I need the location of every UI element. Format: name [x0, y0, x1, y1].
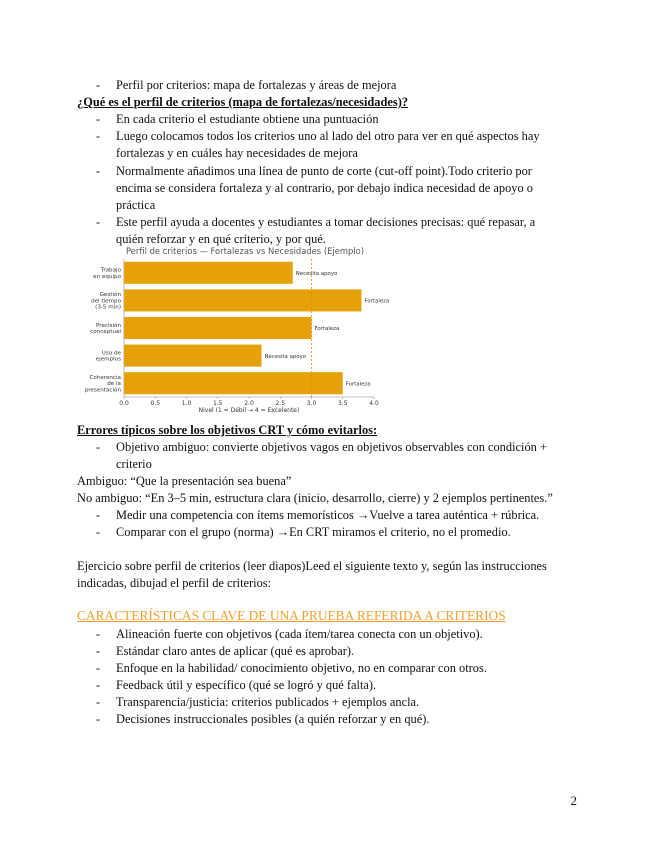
x-tick-label: 2.5	[275, 400, 286, 407]
section1-bullet-3-line2: encima se considera fortaleza y al contrario, por debajo indica necesidad de apoyo o	[116, 181, 533, 195]
chart-title: Perfil de criterios — Fortalezas vs Necesidades (Ejemplo)	[126, 246, 365, 256]
category-label: Precisión	[96, 322, 121, 329]
bar-label: Necesita apoyo	[295, 271, 338, 277]
x-tick-label: 1.0	[181, 400, 192, 407]
section2-bullet-1-line1: Objetivo ambiguo: convierte objetivos vagos en objetivos observables con condición +	[116, 440, 547, 454]
bullet-mark: -	[96, 508, 101, 522]
section3-bullet-4: Feedback útil y específico (qué se logró y qué falta).	[116, 678, 377, 692]
bar	[124, 289, 362, 311]
x-tick-label: 2.0	[244, 400, 254, 407]
bar-label: Fortaleza	[314, 326, 340, 333]
bar	[124, 345, 262, 367]
page-number: 2	[570, 793, 577, 808]
bar	[124, 262, 293, 284]
x-axis-title: Nivel (1 = Débil → 4 = Excelente)	[198, 407, 300, 414]
section3-bullet-6: Decisiones instruccionales posibles (a quién reforzar y en qué).	[116, 712, 430, 726]
section2-heading: Errores típicos sobre los objetivos CRT y cómo evitarlos:	[77, 423, 378, 437]
bullet-mark: -	[96, 525, 101, 539]
bullet-mark: -	[96, 627, 101, 641]
x-tick-label: 3.0	[306, 400, 317, 407]
bullet-mark: -	[96, 112, 101, 126]
section1-bullet-2-line1: Luego colocamos todos los criterios uno al lado del otro para ver en qué aspectos hay	[116, 129, 540, 143]
bullet-mark: -	[96, 129, 101, 143]
section3-bullet-1: Alineación fuerte con objetivos (cada ítem/tarea conecta con un objetivo).	[116, 627, 483, 641]
bullet-mark: -	[96, 712, 101, 726]
section1-bullet-4-line1: Este perfil ayuda a docentes y estudiantes a tomar decisiones precisas: qué repasar, a	[116, 215, 536, 229]
exercise-line1: Ejercicio sobre perfil de criterios (leer diapos)Leed el siguiente texto y, según las instrucciones	[77, 559, 547, 573]
section1-heading: ¿Qué es el perfil de criterios (mapa de fortalezas/necesidades)?	[77, 95, 409, 109]
bullet-mark: -	[96, 661, 101, 675]
category-label: del tiempo	[91, 298, 121, 305]
top-bullet-text: Perfil por criterios: mapa de fortalezas y áreas de mejora	[116, 78, 397, 92]
bar	[124, 317, 312, 339]
section2-bullet-1-line2: criterio	[116, 457, 152, 471]
criteria-profile-chart	[82, 245, 390, 417]
x-tick-label: 0.5	[150, 400, 161, 407]
bullet-mark: -	[96, 644, 101, 658]
section3-bullet-5: Transparencia/justicia: criterios publicados + ejemplos ancla.	[116, 695, 420, 709]
x-tick-label: 3.5	[337, 400, 348, 407]
bullet-mark: -	[96, 215, 101, 229]
x-tick-label: 1.5	[212, 400, 223, 407]
bullet-mark: -	[96, 695, 101, 709]
bar	[124, 372, 343, 394]
bar-label: Fortaleza	[345, 381, 371, 388]
section3-bullet-2: Estándar claro antes de aplicar (qué es aprobar).	[116, 644, 355, 658]
category-label: (3-5 min)	[95, 304, 121, 311]
section3-bullet-3: Enfoque en la habilidad/ conocimiento objetivo, no en comparar con otros.	[116, 661, 487, 675]
ambiguous-example: Ambiguo: “Que la presentación sea buena”	[77, 474, 292, 488]
section1-bullet-3-line1: Normalmente añadimos una línea de punto de corte (cut-off point).Todo criterio por	[116, 164, 532, 178]
x-tick-label: 0.0	[119, 400, 129, 407]
bullet-mark: -	[96, 440, 101, 454]
category-label: de la	[107, 381, 121, 388]
bullet-mark: -	[96, 164, 101, 178]
section1-bullet-3-line3: práctica	[116, 198, 156, 212]
category-label: Uso de	[101, 350, 121, 357]
non-ambiguous-example: No ambiguo: “En 3–5 min, estructura clara (inicio, desarrollo, cierre) y 2 ejemplos pertinentes.”	[77, 491, 553, 505]
section1-bullet-4-line2: quién reforzar y en qué criterio, y por qué.	[116, 232, 326, 246]
category-label: Coherencia	[89, 375, 121, 381]
section3-heading: CARACTERÍSTICAS CLAVE DE UNA PRUEBA REFERIDA A CRITERIOS	[77, 608, 506, 623]
section2-bullet-3: Comparar con el grupo (norma) →En CRT miramos el criterio, no el promedio.	[116, 525, 511, 539]
bullet-mark: -	[96, 78, 101, 92]
category-label: en equipo	[93, 273, 121, 280]
section1-bullet-2-line2: fortalezas y en cuáles hay necesidades de mejora	[116, 146, 358, 160]
category-label: presentación	[84, 387, 121, 394]
exercise-line2: indicadas, dibujad el perfil de criterios:	[77, 576, 272, 590]
bar-label: Necesita apoyo	[264, 353, 307, 360]
category-label: conceptual	[90, 329, 121, 336]
section2-bullet-2: Medir una competencia con ítems memorísticos →Vuelve a tarea auténtica + rúbrica.	[116, 508, 540, 522]
category-label: ejemplos	[95, 356, 121, 363]
bullet-mark: -	[96, 678, 101, 692]
category-label: Gestión	[99, 292, 121, 299]
x-tick-label: 4.0	[369, 400, 379, 407]
section1-bullet-1: En cada criterio el estudiante obtiene una puntuación	[116, 112, 379, 126]
bar-label: Fortaleza	[364, 298, 390, 305]
category-label: Trabajo	[100, 267, 121, 274]
